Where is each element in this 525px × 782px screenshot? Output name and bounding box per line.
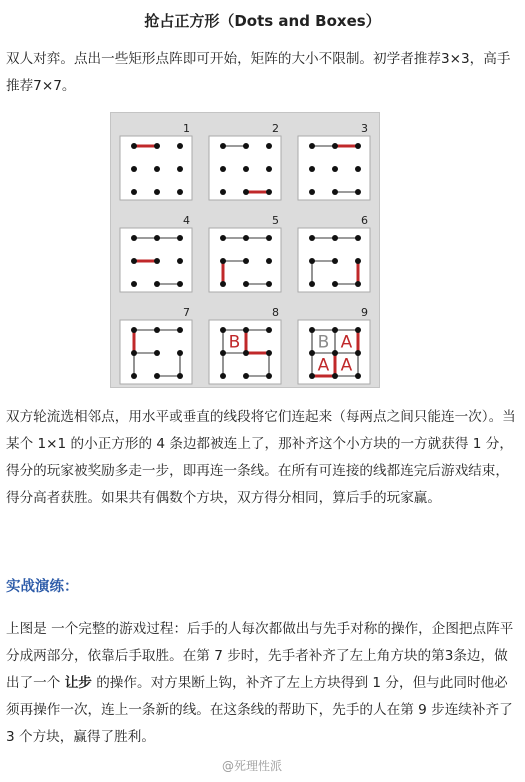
box-owner-label: A bbox=[317, 355, 330, 376]
dot bbox=[131, 350, 137, 356]
dot bbox=[220, 373, 226, 379]
dot bbox=[131, 143, 137, 149]
dot bbox=[154, 350, 160, 356]
dot bbox=[220, 258, 226, 264]
dot bbox=[332, 350, 338, 356]
dot bbox=[154, 166, 160, 172]
rules-paragraph: 双方轮流选相邻点，用水平或垂直的线段将它们连起来（每两点之间只能连一次）。当某个 1×1 的小正方形的 4 条边都被连上了，那补齐这个小方块的一方就获得 1 分，得分的玩家被奖励多走一步，即再连一条线。在所有可连接的线都连完后游戏结束，得分高者获胜。如果共有偶数个方块，双方得分相同，算后手的玩家赢。 bbox=[6, 409, 516, 506]
dot bbox=[332, 189, 338, 195]
dot bbox=[243, 327, 249, 333]
dot bbox=[309, 189, 315, 195]
panel-9 bbox=[298, 306, 370, 384]
panel-number: 2 bbox=[272, 122, 279, 135]
dot bbox=[309, 235, 315, 241]
dot bbox=[154, 258, 160, 264]
dot bbox=[131, 166, 137, 172]
dot bbox=[220, 281, 226, 287]
dot bbox=[355, 235, 361, 241]
page-title: 抢占正方形（Dots and Boxes） bbox=[144, 12, 381, 30]
panel-7 bbox=[120, 306, 192, 384]
dot bbox=[243, 350, 249, 356]
dot bbox=[266, 258, 272, 264]
dot bbox=[309, 258, 315, 264]
dot bbox=[177, 235, 183, 241]
dot bbox=[332, 281, 338, 287]
dot bbox=[266, 350, 272, 356]
panel-number: 5 bbox=[272, 214, 279, 227]
dot bbox=[154, 189, 160, 195]
dot bbox=[266, 373, 272, 379]
dot bbox=[220, 143, 226, 149]
dot bbox=[154, 235, 160, 241]
dot bbox=[154, 143, 160, 149]
panel-5 bbox=[209, 214, 281, 292]
dots-and-boxes-figure bbox=[110, 112, 380, 388]
walkthrough-highlight: 让步 bbox=[64, 675, 92, 691]
dot bbox=[266, 166, 272, 172]
panel-number: 8 bbox=[272, 306, 279, 319]
dot bbox=[243, 166, 249, 172]
dot bbox=[355, 327, 361, 333]
panel-number: 1 bbox=[183, 122, 190, 135]
dot bbox=[220, 350, 226, 356]
dot bbox=[355, 166, 361, 172]
dot bbox=[332, 327, 338, 333]
dot bbox=[355, 189, 361, 195]
walkthrough-paragraph bbox=[6, 616, 520, 751]
panel-3 bbox=[298, 122, 370, 200]
dot bbox=[243, 143, 249, 149]
dot bbox=[266, 143, 272, 149]
dot bbox=[243, 373, 249, 379]
dot bbox=[266, 235, 272, 241]
panel-number: 4 bbox=[183, 214, 190, 227]
dot bbox=[355, 143, 361, 149]
dot bbox=[154, 281, 160, 287]
dot bbox=[220, 189, 226, 195]
dot bbox=[177, 258, 183, 264]
box-owner-label: A bbox=[340, 332, 353, 353]
dot bbox=[355, 350, 361, 356]
dot bbox=[355, 373, 361, 379]
panel-number: 3 bbox=[361, 122, 368, 135]
dot bbox=[309, 166, 315, 172]
dot bbox=[220, 166, 226, 172]
dot bbox=[332, 235, 338, 241]
dot bbox=[177, 189, 183, 195]
panel-4 bbox=[120, 214, 192, 292]
dot bbox=[332, 258, 338, 264]
dot bbox=[332, 373, 338, 379]
section-heading: 实战演练： bbox=[6, 579, 79, 595]
dot bbox=[266, 189, 272, 195]
panel-number: 6 bbox=[361, 214, 368, 227]
dot bbox=[332, 143, 338, 149]
dot bbox=[332, 166, 338, 172]
dot bbox=[177, 350, 183, 356]
panel-number: 7 bbox=[183, 306, 190, 319]
dot bbox=[309, 281, 315, 287]
dot bbox=[131, 327, 137, 333]
dot bbox=[243, 235, 249, 241]
panel-1 bbox=[120, 122, 192, 200]
dot bbox=[131, 235, 137, 241]
dot bbox=[309, 327, 315, 333]
dot bbox=[266, 281, 272, 287]
dot bbox=[266, 327, 272, 333]
dot bbox=[131, 373, 137, 379]
dot bbox=[243, 281, 249, 287]
panel-6 bbox=[298, 214, 370, 292]
box-owner-label: B bbox=[317, 332, 330, 353]
dot bbox=[154, 373, 160, 379]
dot bbox=[309, 373, 315, 379]
dot bbox=[131, 189, 137, 195]
dot bbox=[177, 327, 183, 333]
dot bbox=[355, 258, 361, 264]
dot bbox=[309, 350, 315, 356]
dot bbox=[177, 373, 183, 379]
dot bbox=[355, 281, 361, 287]
intro-paragraph: 双人对弈。点出一些矩形点阵即可开始，矩阵的大小不限制。初学者推荐3×3，高手推荐7×7。 bbox=[6, 51, 511, 94]
panel-8 bbox=[209, 306, 281, 384]
panel-2 bbox=[209, 122, 281, 200]
dot bbox=[177, 281, 183, 287]
dot bbox=[243, 189, 249, 195]
watermark: @死理性派 bbox=[222, 759, 283, 773]
dot bbox=[309, 143, 315, 149]
dot bbox=[177, 143, 183, 149]
walkthrough-text-1: 上图是 一个完整的游戏过程：后手的人每次都做出与先手对称的操作，企图把点阵平分成两部分，依靠后手取胜。在第 7 步时，先手者补齐了左上角方块的第3条边，做出了一个 bbox=[6, 621, 514, 691]
box-owner-label: B bbox=[228, 332, 241, 353]
dot bbox=[220, 327, 226, 333]
dot bbox=[243, 258, 249, 264]
walkthrough-text-2: 的操作。对方果断上钩，补齐了左上方块得到 1 分，但与此同时他必须再操作一次，连上一条新的线。在这条线的帮助下，先手的人在第 9 步连续补齐了 3 个方块，赢得了胜利。 bbox=[6, 675, 513, 745]
dot bbox=[220, 235, 226, 241]
box-owner-label: A bbox=[340, 355, 353, 376]
figure-svg bbox=[111, 113, 379, 387]
dot bbox=[177, 166, 183, 172]
dot bbox=[131, 281, 137, 287]
dot bbox=[154, 327, 160, 333]
panel-number: 9 bbox=[361, 306, 368, 319]
dot bbox=[131, 258, 137, 264]
